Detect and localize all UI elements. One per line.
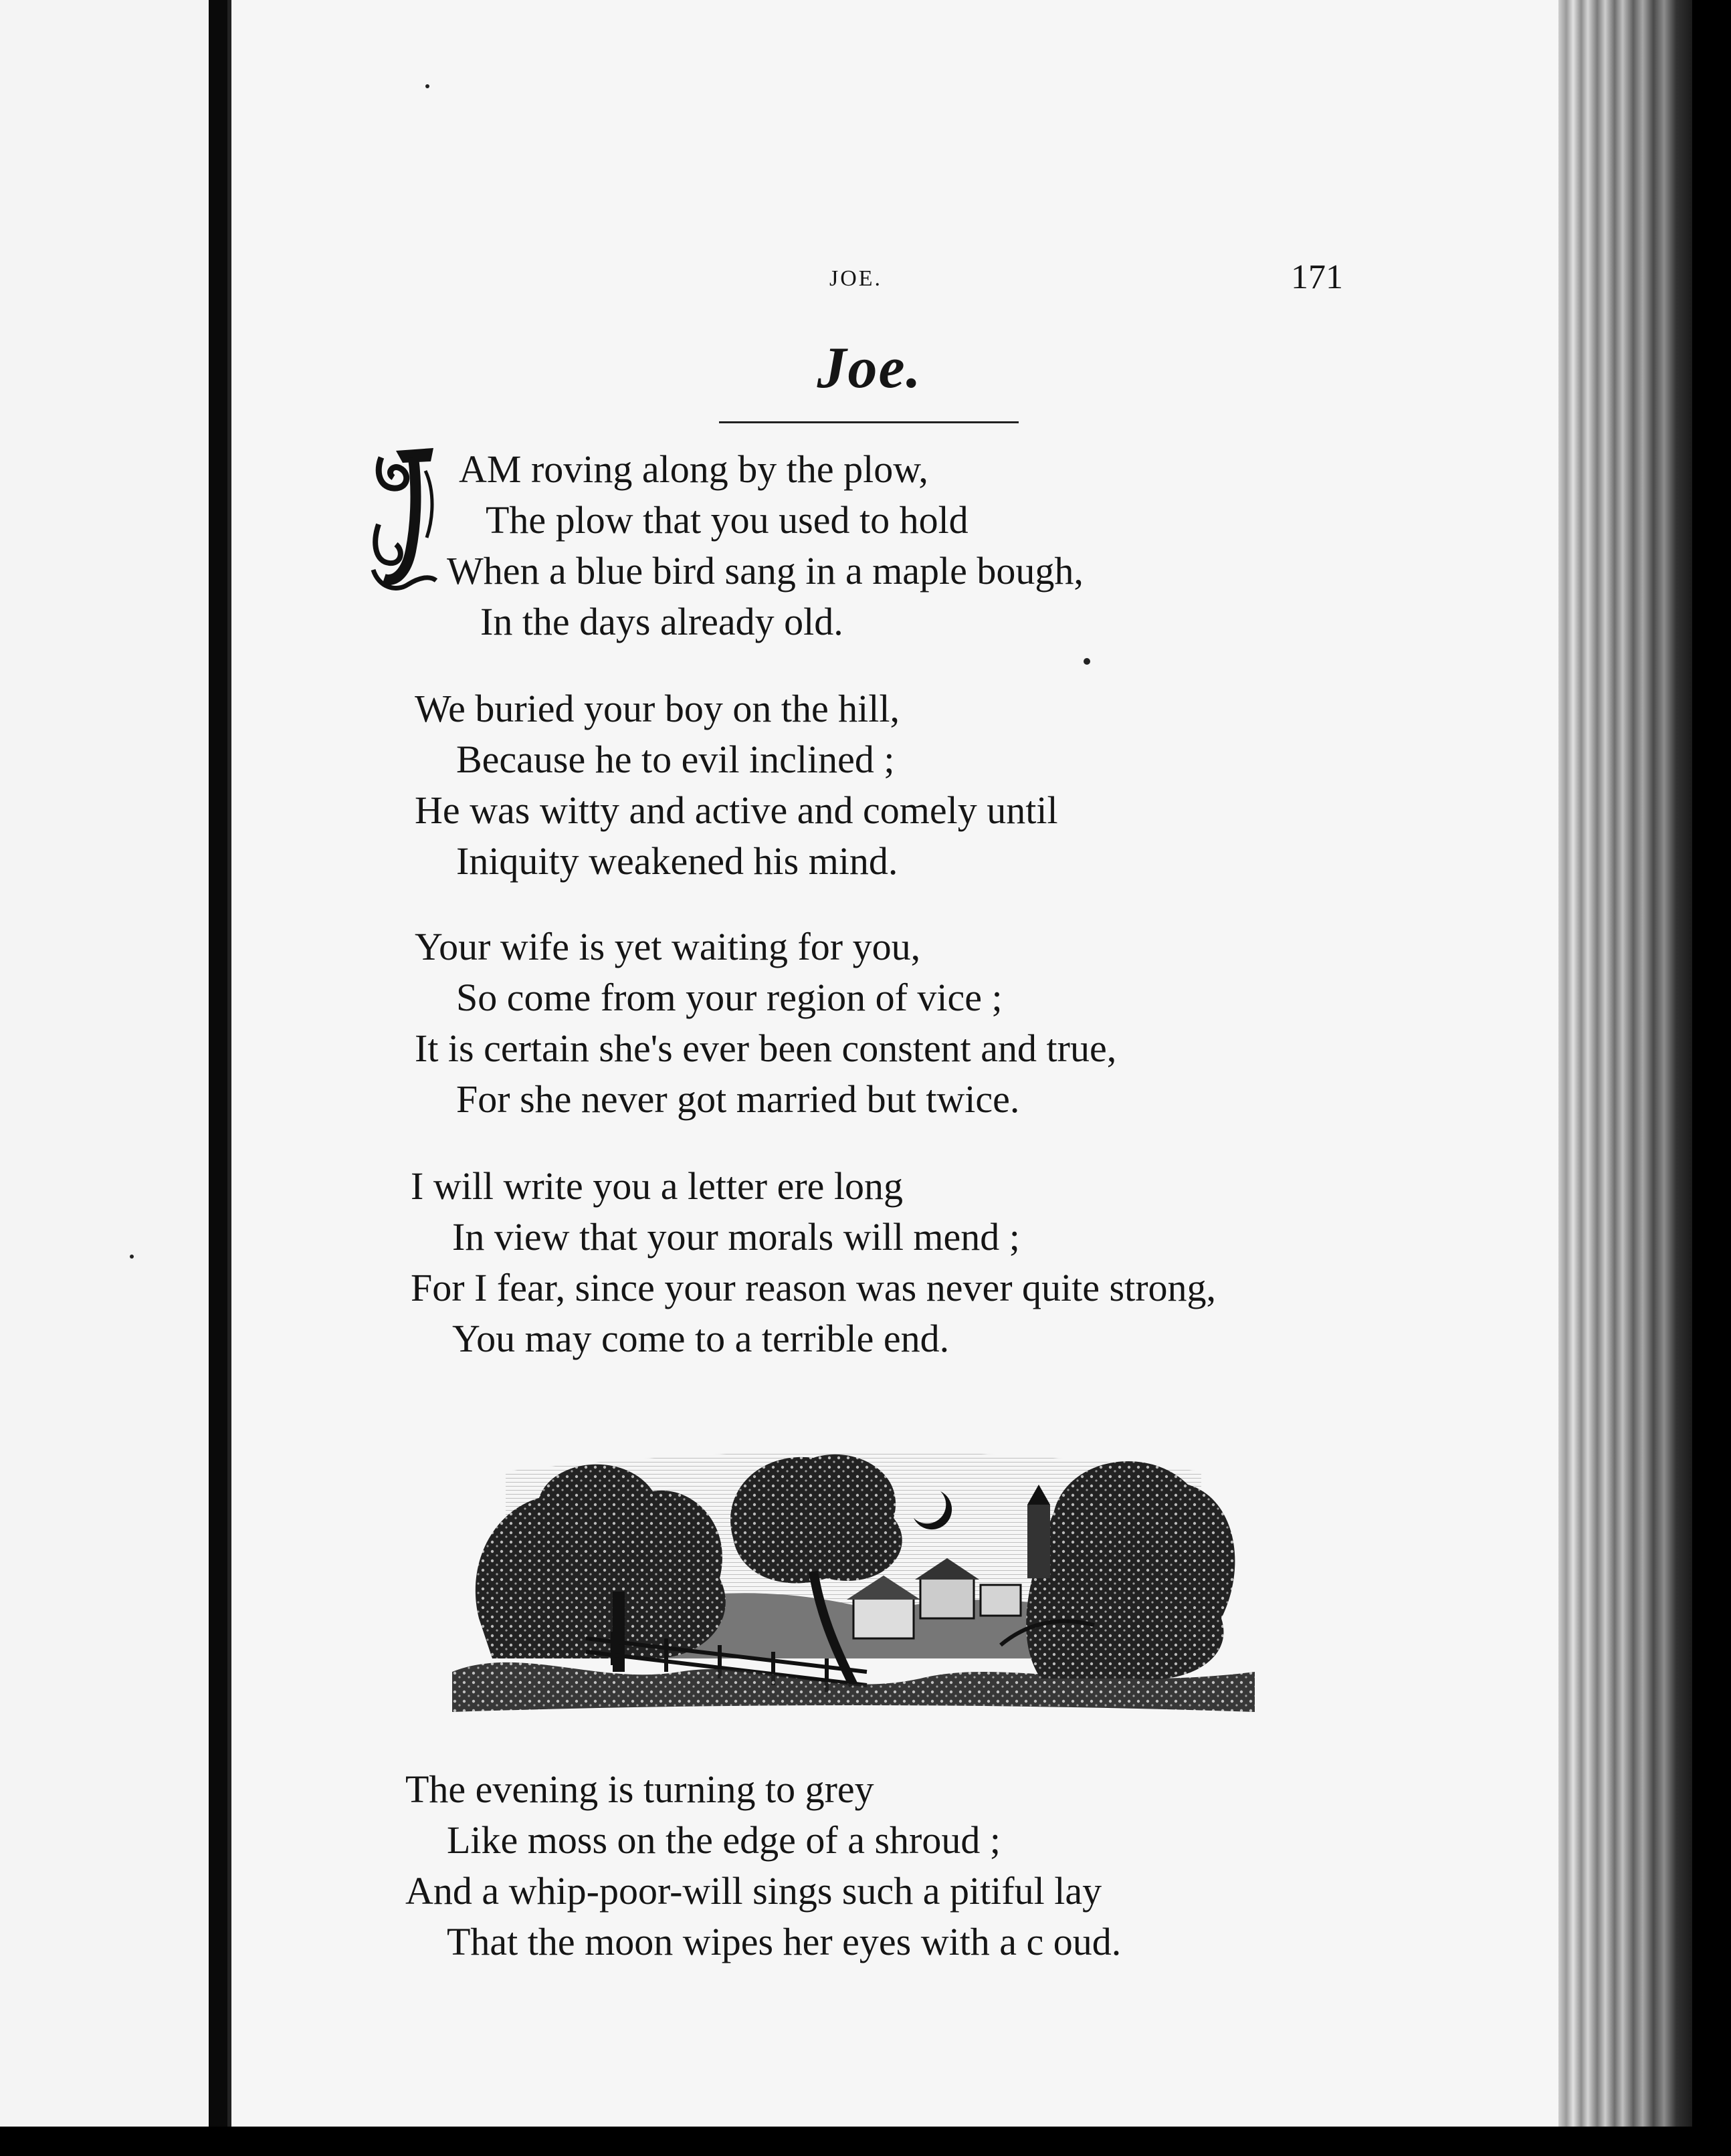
- poem-line: In the days already old.: [480, 600, 843, 643]
- poem-line: For she never got married but twice.: [456, 1077, 1020, 1121]
- poem-line: Iniquity weakened his mind.: [456, 839, 898, 883]
- poem-line: Like moss on the edge of a shroud ;: [447, 1818, 1001, 1862]
- stanza-1: [405, 444, 1084, 647]
- poem-line: The evening is turning to grey: [405, 1767, 874, 1811]
- poem-line: He was witty and active and comely until: [415, 788, 1058, 832]
- poem-line: We buried your boy on the hill,: [415, 687, 900, 730]
- woodcut-village-landscape-icon: [452, 1418, 1255, 1725]
- stanza-4: [411, 1161, 1216, 1364]
- poem-line: In view that your morals will mend ;: [452, 1215, 1020, 1259]
- poem-line: So come from your region of vice ;: [456, 976, 1003, 1019]
- poem-line: For I fear, since your reason was never quite strong,: [411, 1266, 1217, 1309]
- ink-speck: [1084, 658, 1090, 665]
- page-number: 171: [1291, 258, 1343, 296]
- ink-speck: [130, 1255, 134, 1259]
- poem-line: That the moon wipes her eyes with a c oud.: [447, 1920, 1122, 1963]
- page-edges: [1558, 0, 1692, 2133]
- stanza-2: [415, 683, 1058, 887]
- stanza-3: [415, 922, 1116, 1125]
- poem-line: Your wife is yet waiting for you,: [415, 925, 921, 968]
- poem-title: Joe.: [817, 336, 922, 401]
- poem-line: And a whip-poor-will sings such a pitiful lay: [405, 1869, 1102, 1913]
- stanza-5: [405, 1764, 1121, 1967]
- poem-line: It is certain she's ever been constent and true,: [415, 1027, 1117, 1070]
- left-facing-page: [0, 0, 209, 2127]
- title-rule: [719, 421, 1019, 423]
- ink-speck: [425, 84, 429, 88]
- poem-line: When a blue bird sang in a maple bough,: [447, 549, 1084, 592]
- poem-line: The plow that you used to hold: [486, 498, 969, 542]
- scan-border: [0, 2127, 1731, 2156]
- running-head: JOE.: [829, 266, 883, 291]
- poem-line: Because he to evil inclined ;: [456, 738, 895, 781]
- poem-line: I will write you a letter ere long: [411, 1164, 904, 1208]
- poem-line: You may come to a terrible end.: [452, 1317, 950, 1360]
- poem-line: AM roving along by the plow,: [459, 447, 928, 491]
